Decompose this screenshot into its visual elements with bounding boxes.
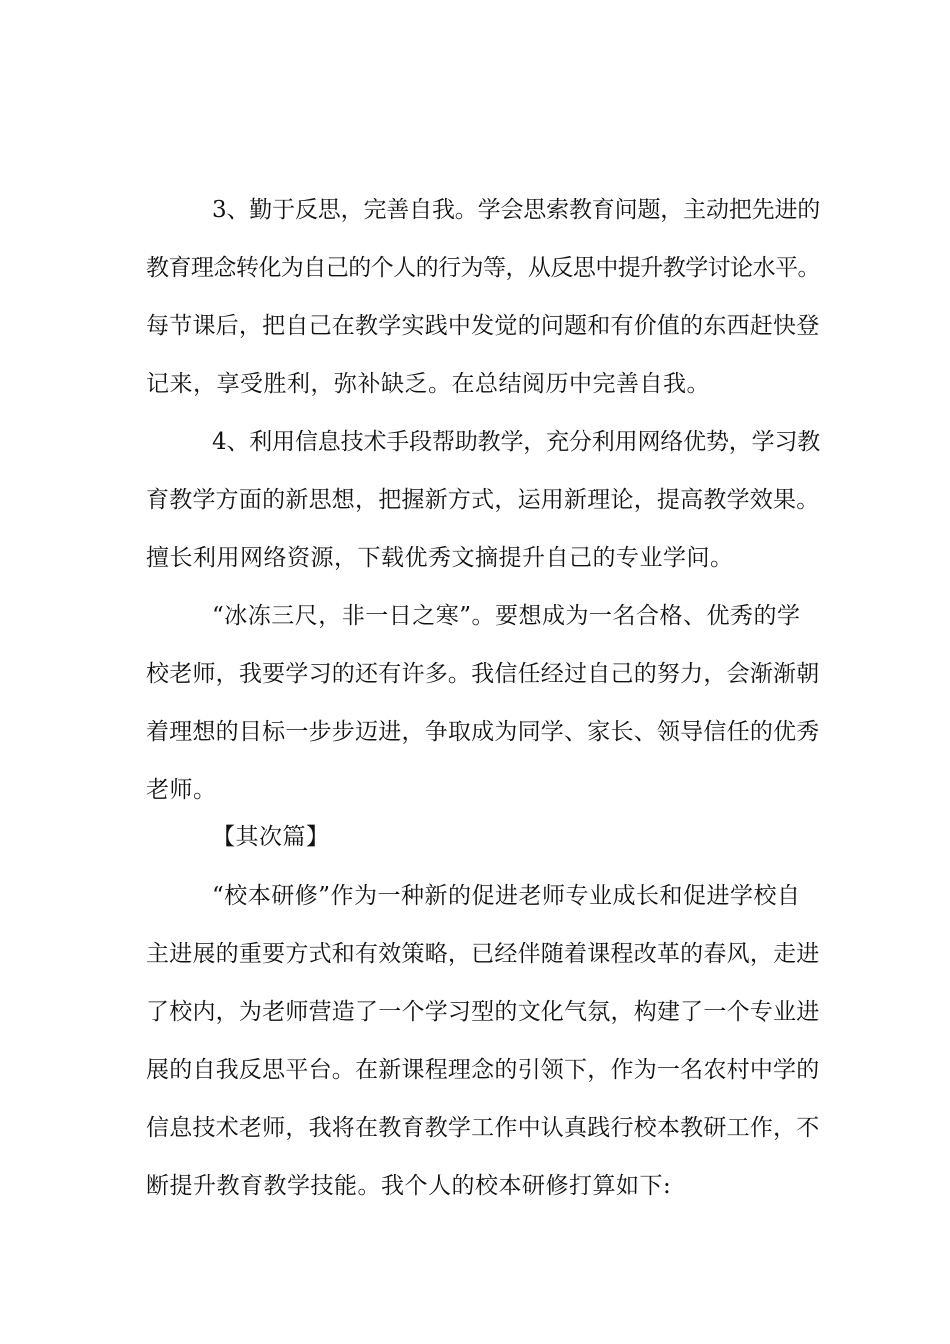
text-line: 3、勤于反思，完善自我。学会思索教育问题，主动把先进的 [212, 197, 821, 223]
text-line: 校老师，我要学习的还有许多。我信任经过自己的努力，会渐渐朝 [146, 661, 820, 687]
text-line: 信息技术老师，我将在教育教学工作中认真践行校本教研工作，不 [146, 1115, 820, 1141]
text-line: 每节课后，把自己在教学实践中发觉的问题和有价值的东西赶快登 [146, 313, 820, 339]
text-line: 断提升教育教学技能。我个人的校本研修打算如下: [146, 1173, 672, 1199]
text-line: 教育理念转化为自己的个人的行为等，从反思中提升教学讨论水平。 [146, 255, 821, 281]
text-line: “冰冻三尺，非一日之寒”。要想成为一名合格、优秀的学 [212, 603, 801, 629]
text-line: 了校内，为老师营造了一个学习型的文化气氛，构建了一个专业进 [146, 999, 820, 1025]
text-line: 老师。 [146, 777, 217, 803]
text-line: “校本研修”作为一种新的促进老师专业成长和促进学校自 [212, 883, 801, 909]
text-line: 展的自我反思平台。在新课程理念的引领下，作为一名农村中学的 [146, 1057, 820, 1083]
text-line: 着理想的目标一步步迈进，争取成为同学、家长、领导信任的优秀 [146, 719, 820, 745]
text-line: 擅长利用网络资源，下载优秀文摘提升自己的专业学问。 [146, 545, 734, 571]
text-line: 记来，享受胜利，弥补缺乏。在总结阅历中完善自我。 [146, 371, 710, 397]
text-line: 主进展的重要方式和有效策略，已经伴随着课程改革的春风，走进 [146, 941, 820, 967]
section-heading: 【其次篇】 [212, 824, 330, 850]
text-line: 育教学方面的新思想，把握新方式，运用新理论，提高教学效果。 [146, 487, 820, 513]
text-line: 4、利用信息技术手段帮助教学，充分利用网络优势，学习教 [212, 429, 821, 455]
